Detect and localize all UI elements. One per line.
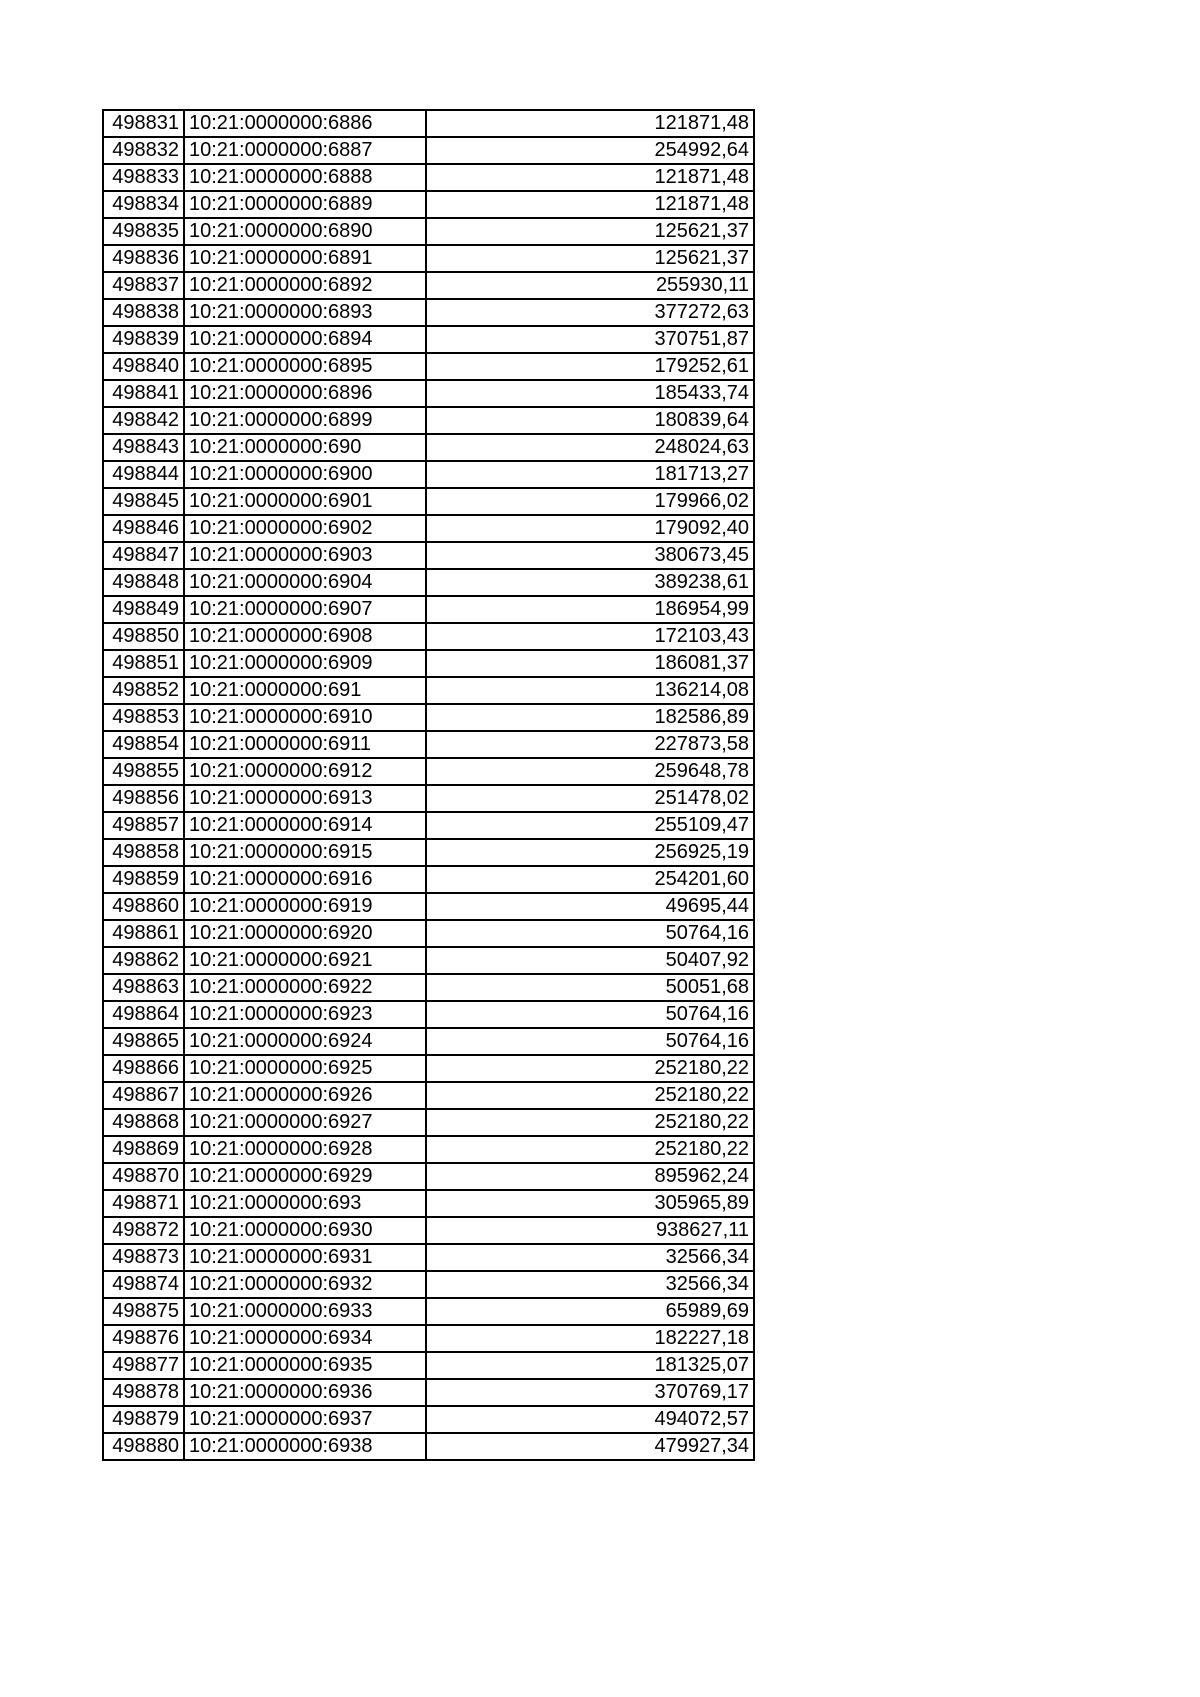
amount-cell: 305965,89 — [426, 1190, 754, 1217]
table-row — [103, 1352, 754, 1379]
cadastral-number-cell: 10:21:0000000:690 — [184, 434, 426, 461]
cadastral-number-cell: 10:21:0000000:6887 — [184, 137, 426, 164]
amount-cell: 255109,47 — [426, 812, 754, 839]
amount-cell: 32566,34 — [426, 1271, 754, 1298]
cadastral-number-cell: 10:21:0000000:6927 — [184, 1109, 426, 1136]
row-id-cell: 498835 — [103, 218, 184, 245]
amount-cell: 256925,19 — [426, 839, 754, 866]
cadastral-number-cell: 10:21:0000000:6896 — [184, 380, 426, 407]
amount-cell: 186081,37 — [426, 650, 754, 677]
table-body — [103, 110, 754, 1460]
cadastral-number-cell: 10:21:0000000:6910 — [184, 704, 426, 731]
table-row — [103, 1001, 754, 1028]
table-row — [103, 245, 754, 272]
row-id-cell: 498846 — [103, 515, 184, 542]
amount-cell: 50407,92 — [426, 947, 754, 974]
amount-cell: 186954,99 — [426, 596, 754, 623]
table-row — [103, 515, 754, 542]
row-id-cell: 498841 — [103, 380, 184, 407]
row-id-cell: 498861 — [103, 920, 184, 947]
table-row — [103, 1028, 754, 1055]
row-id-cell: 498831 — [103, 110, 184, 137]
row-id-cell: 498834 — [103, 191, 184, 218]
amount-cell: 125621,37 — [426, 218, 754, 245]
cadastral-number-cell: 10:21:0000000:6926 — [184, 1082, 426, 1109]
cadastral-number-cell: 10:21:0000000:6903 — [184, 542, 426, 569]
amount-cell: 254201,60 — [426, 866, 754, 893]
amount-cell: 377272,63 — [426, 299, 754, 326]
cadastral-number-cell: 10:21:0000000:6900 — [184, 461, 426, 488]
row-id-cell: 498875 — [103, 1298, 184, 1325]
row-id-cell: 498843 — [103, 434, 184, 461]
table-row — [103, 1298, 754, 1325]
row-id-cell: 498859 — [103, 866, 184, 893]
amount-cell: 179092,40 — [426, 515, 754, 542]
cadastral-number-cell: 10:21:0000000:6916 — [184, 866, 426, 893]
cadastral-number-cell: 10:21:0000000:693 — [184, 1190, 426, 1217]
table-row — [103, 326, 754, 353]
cadastral-number-cell: 10:21:0000000:6930 — [184, 1217, 426, 1244]
amount-cell: 49695,44 — [426, 893, 754, 920]
table-row — [103, 1379, 754, 1406]
cadastral-number-cell: 10:21:0000000:6938 — [184, 1433, 426, 1460]
amount-cell: 380673,45 — [426, 542, 754, 569]
cadastral-number-cell: 10:21:0000000:6919 — [184, 893, 426, 920]
table-row — [103, 1163, 754, 1190]
cadastral-number-cell: 10:21:0000000:6899 — [184, 407, 426, 434]
cadastral-number-cell: 10:21:0000000:6893 — [184, 299, 426, 326]
table-row — [103, 596, 754, 623]
row-id-cell: 498836 — [103, 245, 184, 272]
row-id-cell: 498851 — [103, 650, 184, 677]
data-table — [102, 109, 755, 1461]
cadastral-number-cell: 10:21:0000000:6915 — [184, 839, 426, 866]
row-id-cell: 498877 — [103, 1352, 184, 1379]
row-id-cell: 498878 — [103, 1379, 184, 1406]
amount-cell: 370751,87 — [426, 326, 754, 353]
amount-cell: 251478,02 — [426, 785, 754, 812]
table-row — [103, 1244, 754, 1271]
cadastral-number-cell: 10:21:0000000:6920 — [184, 920, 426, 947]
row-id-cell: 498870 — [103, 1163, 184, 1190]
table-row — [103, 1136, 754, 1163]
table-row — [103, 839, 754, 866]
amount-cell: 50764,16 — [426, 920, 754, 947]
cadastral-number-cell: 10:21:0000000:6888 — [184, 164, 426, 191]
row-id-cell: 498868 — [103, 1109, 184, 1136]
cadastral-number-cell: 10:21:0000000:6901 — [184, 488, 426, 515]
row-id-cell: 498879 — [103, 1406, 184, 1433]
cadastral-number-cell: 10:21:0000000:6932 — [184, 1271, 426, 1298]
amount-cell: 252180,22 — [426, 1136, 754, 1163]
table-row — [103, 1271, 754, 1298]
row-id-cell: 498871 — [103, 1190, 184, 1217]
table-row — [103, 893, 754, 920]
amount-cell: 494072,57 — [426, 1406, 754, 1433]
row-id-cell: 498869 — [103, 1136, 184, 1163]
cadastral-number-cell: 10:21:0000000:6934 — [184, 1325, 426, 1352]
amount-cell: 255930,11 — [426, 272, 754, 299]
amount-cell: 180839,64 — [426, 407, 754, 434]
amount-cell: 121871,48 — [426, 110, 754, 137]
amount-cell: 182586,89 — [426, 704, 754, 731]
table-row — [103, 164, 754, 191]
cadastral-number-cell: 10:21:0000000:691 — [184, 677, 426, 704]
cadastral-number-cell: 10:21:0000000:6925 — [184, 1055, 426, 1082]
row-id-cell: 498832 — [103, 137, 184, 164]
row-id-cell: 498842 — [103, 407, 184, 434]
table-row — [103, 812, 754, 839]
amount-cell: 50764,16 — [426, 1001, 754, 1028]
amount-cell: 50051,68 — [426, 974, 754, 1001]
table-row — [103, 542, 754, 569]
row-id-cell: 498844 — [103, 461, 184, 488]
row-id-cell: 498838 — [103, 299, 184, 326]
table-row — [103, 650, 754, 677]
cadastral-number-cell: 10:21:0000000:6890 — [184, 218, 426, 245]
table-row — [103, 920, 754, 947]
cadastral-number-cell: 10:21:0000000:6922 — [184, 974, 426, 1001]
cadastral-number-cell: 10:21:0000000:6913 — [184, 785, 426, 812]
table-row — [103, 191, 754, 218]
cadastral-number-cell: 10:21:0000000:6921 — [184, 947, 426, 974]
cadastral-number-cell: 10:21:0000000:6931 — [184, 1244, 426, 1271]
table-row — [103, 704, 754, 731]
amount-cell: 179966,02 — [426, 488, 754, 515]
amount-cell: 252180,22 — [426, 1082, 754, 1109]
amount-cell: 227873,58 — [426, 731, 754, 758]
cadastral-number-cell: 10:21:0000000:6935 — [184, 1352, 426, 1379]
amount-cell: 389238,61 — [426, 569, 754, 596]
table-row — [103, 461, 754, 488]
cadastral-number-cell: 10:21:0000000:6892 — [184, 272, 426, 299]
table-row — [103, 1055, 754, 1082]
cadastral-number-cell: 10:21:0000000:6889 — [184, 191, 426, 218]
amount-cell: 136214,08 — [426, 677, 754, 704]
cadastral-number-cell: 10:21:0000000:6912 — [184, 758, 426, 785]
amount-cell: 248024,63 — [426, 434, 754, 461]
amount-cell: 179252,61 — [426, 353, 754, 380]
table-row — [103, 1406, 754, 1433]
row-id-cell: 498837 — [103, 272, 184, 299]
amount-cell: 65989,69 — [426, 1298, 754, 1325]
table-row — [103, 758, 754, 785]
row-id-cell: 498853 — [103, 704, 184, 731]
table-row — [103, 1217, 754, 1244]
cadastral-number-cell: 10:21:0000000:6904 — [184, 569, 426, 596]
cadastral-number-cell: 10:21:0000000:6894 — [184, 326, 426, 353]
cadastral-number-cell: 10:21:0000000:6914 — [184, 812, 426, 839]
amount-cell: 181713,27 — [426, 461, 754, 488]
amount-cell: 185433,74 — [426, 380, 754, 407]
row-id-cell: 498849 — [103, 596, 184, 623]
table-row — [103, 272, 754, 299]
row-id-cell: 498862 — [103, 947, 184, 974]
cadastral-number-cell: 10:21:0000000:6933 — [184, 1298, 426, 1325]
table-row — [103, 731, 754, 758]
row-id-cell: 498839 — [103, 326, 184, 353]
row-id-cell: 498855 — [103, 758, 184, 785]
table-row — [103, 434, 754, 461]
table-row — [103, 1433, 754, 1460]
cadastral-number-cell: 10:21:0000000:6924 — [184, 1028, 426, 1055]
table-row — [103, 947, 754, 974]
cadastral-number-cell: 10:21:0000000:6911 — [184, 731, 426, 758]
table-row — [103, 137, 754, 164]
table-row — [103, 1082, 754, 1109]
amount-cell: 252180,22 — [426, 1109, 754, 1136]
row-id-cell: 498866 — [103, 1055, 184, 1082]
amount-cell: 182227,18 — [426, 1325, 754, 1352]
table-row — [103, 974, 754, 1001]
table-row — [103, 866, 754, 893]
cadastral-number-cell: 10:21:0000000:6908 — [184, 623, 426, 650]
row-id-cell: 498872 — [103, 1217, 184, 1244]
cadastral-number-cell: 10:21:0000000:6923 — [184, 1001, 426, 1028]
cadastral-number-cell: 10:21:0000000:6891 — [184, 245, 426, 272]
row-id-cell: 498847 — [103, 542, 184, 569]
row-id-cell: 498850 — [103, 623, 184, 650]
cadastral-number-cell: 10:21:0000000:6902 — [184, 515, 426, 542]
table-row — [103, 785, 754, 812]
table-row — [103, 1109, 754, 1136]
row-id-cell: 498860 — [103, 893, 184, 920]
table-row — [103, 407, 754, 434]
cadastral-number-cell: 10:21:0000000:6909 — [184, 650, 426, 677]
table-row — [103, 488, 754, 515]
table-row — [103, 299, 754, 326]
cadastral-number-cell: 10:21:0000000:6895 — [184, 353, 426, 380]
cadastral-number-cell: 10:21:0000000:6907 — [184, 596, 426, 623]
table-row — [103, 380, 754, 407]
cadastral-number-cell: 10:21:0000000:6928 — [184, 1136, 426, 1163]
amount-cell: 479927,34 — [426, 1433, 754, 1460]
row-id-cell: 498852 — [103, 677, 184, 704]
table-row — [103, 677, 754, 704]
amount-cell: 121871,48 — [426, 191, 754, 218]
table-row — [103, 623, 754, 650]
row-id-cell: 498848 — [103, 569, 184, 596]
cadastral-number-cell: 10:21:0000000:6886 — [184, 110, 426, 137]
row-id-cell: 498845 — [103, 488, 184, 515]
table-row — [103, 218, 754, 245]
amount-cell: 172103,43 — [426, 623, 754, 650]
table-row — [103, 110, 754, 137]
amount-cell: 125621,37 — [426, 245, 754, 272]
row-id-cell: 498864 — [103, 1001, 184, 1028]
amount-cell: 938627,11 — [426, 1217, 754, 1244]
amount-cell: 32566,34 — [426, 1244, 754, 1271]
amount-cell: 895962,24 — [426, 1163, 754, 1190]
amount-cell: 254992,64 — [426, 137, 754, 164]
amount-cell: 259648,78 — [426, 758, 754, 785]
row-id-cell: 498867 — [103, 1082, 184, 1109]
cadastral-number-cell: 10:21:0000000:6929 — [184, 1163, 426, 1190]
amount-cell: 370769,17 — [426, 1379, 754, 1406]
amount-cell: 181325,07 — [426, 1352, 754, 1379]
amount-cell: 121871,48 — [426, 164, 754, 191]
table-row — [103, 1325, 754, 1352]
row-id-cell: 498857 — [103, 812, 184, 839]
row-id-cell: 498840 — [103, 353, 184, 380]
row-id-cell: 498876 — [103, 1325, 184, 1352]
amount-cell: 252180,22 — [426, 1055, 754, 1082]
row-id-cell: 498874 — [103, 1271, 184, 1298]
cadastral-number-cell: 10:21:0000000:6937 — [184, 1406, 426, 1433]
row-id-cell: 498858 — [103, 839, 184, 866]
row-id-cell: 498863 — [103, 974, 184, 1001]
row-id-cell: 498856 — [103, 785, 184, 812]
row-id-cell: 498833 — [103, 164, 184, 191]
row-id-cell: 498873 — [103, 1244, 184, 1271]
table-row — [103, 1190, 754, 1217]
table-row — [103, 353, 754, 380]
table-row — [103, 569, 754, 596]
row-id-cell: 498854 — [103, 731, 184, 758]
row-id-cell: 498880 — [103, 1433, 184, 1460]
row-id-cell: 498865 — [103, 1028, 184, 1055]
cadastral-number-cell: 10:21:0000000:6936 — [184, 1379, 426, 1406]
amount-cell: 50764,16 — [426, 1028, 754, 1055]
